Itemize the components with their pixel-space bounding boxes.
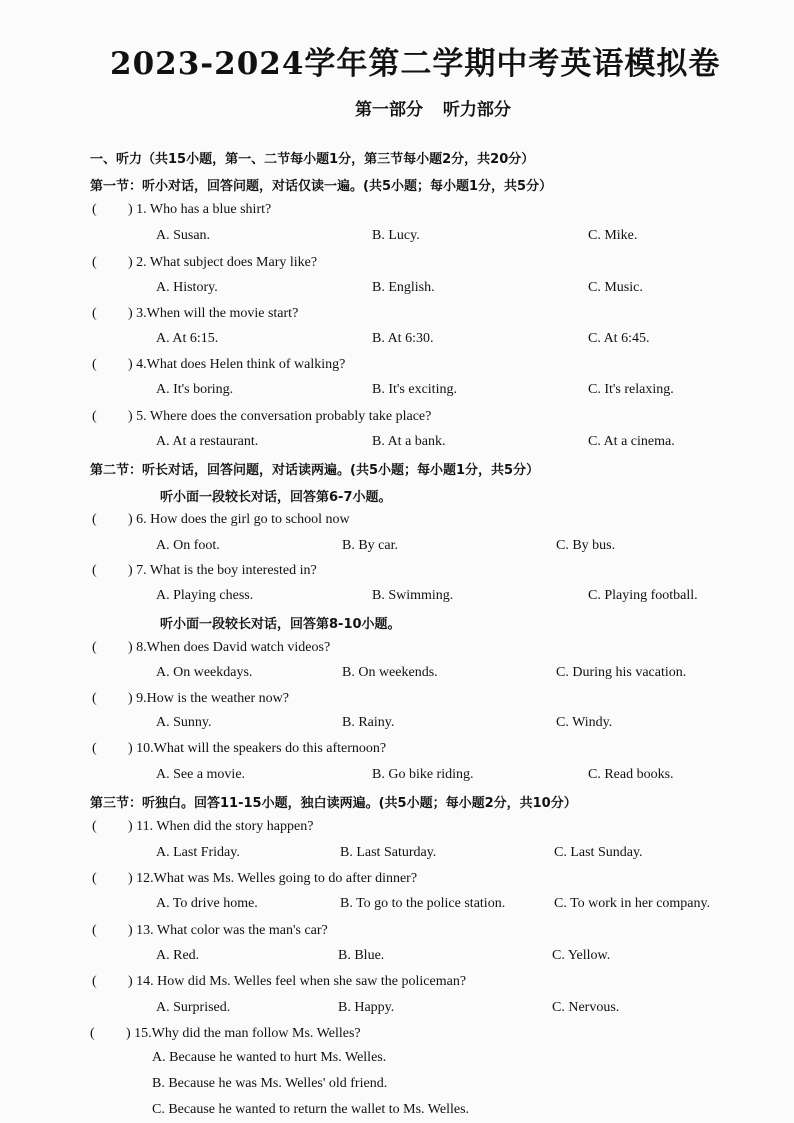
option-c: C. At a cinema. [588, 434, 675, 449]
answer-paren: ( [92, 691, 97, 706]
option-b: B. Lucy. [372, 228, 420, 243]
part2-sub-instruction-1: 听小面一段较长对话，回答第6-7小题。 [160, 490, 392, 505]
answer-paren: ( [92, 741, 97, 756]
option-b: B. Because he was Ms. Welles' old friend. [152, 1076, 388, 1091]
answer-paren: ( [92, 306, 97, 321]
option-b: B. It's exciting. [372, 382, 457, 397]
exam-title: 2023-2024学年第二学期中考英语模拟卷 [110, 46, 721, 82]
option-c: C. At 6:45. [588, 331, 650, 346]
option-b: B. Blue. [338, 948, 385, 963]
option-a: A. To drive home. [156, 896, 258, 911]
answer-paren: ( [92, 357, 97, 372]
question-stem: ) 12.What was Ms. Welles going to do after dinner? [128, 871, 418, 886]
part3-header: 第三节：听独白。回答11-15小题，独白读两遍。(共5小题；每小题2分，共10分） [90, 796, 577, 811]
question-stem: ) 2. What subject does Mary like? [128, 255, 318, 270]
option-b: B. Go bike riding. [372, 767, 474, 782]
option-a: A. On weekdays. [156, 665, 253, 680]
option-c: C. Because he wanted to return the wallet to Ms. Welles. [152, 1102, 470, 1117]
option-b: B. Swimming. [372, 588, 454, 603]
question-stem: ) 14. How did Ms. Welles feel when she saw the policeman? [128, 974, 467, 989]
question-stem: ) 15.Why did the man follow Ms. Welles? [126, 1026, 361, 1041]
option-c: C. During his vacation. [556, 665, 687, 680]
question-stem: ) 7. What is the boy interested in? [128, 563, 317, 578]
option-c: C. Last Sunday. [554, 845, 643, 860]
option-b: B. English. [372, 280, 435, 295]
option-a: A. See a movie. [156, 767, 246, 782]
option-c: C. Playing football. [588, 588, 698, 603]
option-a: A. Playing chess. [156, 588, 254, 603]
section-header: 一、听力（共15小题，第一、二节每小题1分，第三节每小题2分，共20分） [90, 152, 535, 167]
answer-paren: ( [92, 563, 97, 578]
answer-paren: ( [92, 640, 97, 655]
option-c: C. Yellow. [552, 948, 611, 963]
answer-paren: ( [92, 974, 97, 989]
question-stem: ) 1. Who has a blue shirt? [128, 202, 272, 217]
option-b: B. At 6:30. [372, 331, 434, 346]
part2-header: 第二节：听长对话，回答问题，对话读两遍。(共5小题；每小题1分，共5分） [90, 463, 540, 478]
option-b: B. By car. [342, 538, 398, 553]
answer-paren: ( [92, 923, 97, 938]
option-c: C. Nervous. [552, 1000, 620, 1015]
option-a: A. Surprised. [156, 1000, 231, 1015]
answer-paren: ( [90, 1026, 95, 1041]
option-a: A. At 6:15. [156, 331, 219, 346]
option-c: C. Windy. [556, 715, 613, 730]
option-a: A. Sunny. [156, 715, 212, 730]
answer-paren: ( [92, 409, 97, 424]
answer-paren: ( [92, 512, 97, 527]
question-stem: ) 5. Where does the conversation probably take place? [128, 409, 432, 424]
answer-paren: ( [92, 202, 97, 217]
option-a: A. Red. [156, 948, 200, 963]
part2-sub-instruction-2: 听小面一段较长对话，回答第8-10小题。 [160, 617, 401, 632]
question-stem: ) 3.When will the movie start? [128, 306, 299, 321]
option-a: A. Susan. [156, 228, 211, 243]
part1-header: 第一节：听小对话，回答问题，对话仅读一遍。(共5小题；每小题1分，共5分） [90, 179, 553, 194]
option-a: A. Last Friday. [156, 845, 240, 860]
option-c: C. Read books. [588, 767, 674, 782]
option-c: C. By bus. [556, 538, 616, 553]
option-c: C. Music. [588, 280, 643, 295]
option-b: B. To go to the police station. [340, 896, 506, 911]
option-a: A. On foot. [156, 538, 220, 553]
option-b: B. Happy. [338, 1000, 395, 1015]
option-a: A. History. [156, 280, 218, 295]
answer-paren: ( [92, 255, 97, 270]
option-b: B. At a bank. [372, 434, 446, 449]
question-stem: ) 4.What does Helen think of walking? [128, 357, 346, 372]
question-stem: ) 9.How is the weather now? [128, 691, 289, 706]
option-a: A. At a restaurant. [156, 434, 259, 449]
question-stem: ) 10.What will the speakers do this afternoon? [128, 741, 387, 756]
option-c: C. Mike. [588, 228, 638, 243]
option-c: C. To work in her company. [554, 896, 711, 911]
question-stem: ) 13. What color was the man's car? [128, 923, 328, 938]
answer-paren: ( [92, 871, 97, 886]
answer-paren: ( [92, 819, 97, 834]
exam-subtitle: 第一部分 听力部分 [355, 100, 511, 120]
question-stem: ) 11. When did the story happen? [128, 819, 314, 834]
option-b: B. On weekends. [342, 665, 438, 680]
option-b: B. Last Saturday. [340, 845, 437, 860]
question-stem: ) 8.When does David watch videos? [128, 640, 331, 655]
option-a: A. Because he wanted to hurt Ms. Welles. [152, 1050, 387, 1065]
option-b: B. Rainy. [342, 715, 395, 730]
question-stem: ) 6. How does the girl go to school now [128, 512, 350, 527]
option-c: C. It's relaxing. [588, 382, 674, 397]
option-a: A. It's boring. [156, 382, 234, 397]
